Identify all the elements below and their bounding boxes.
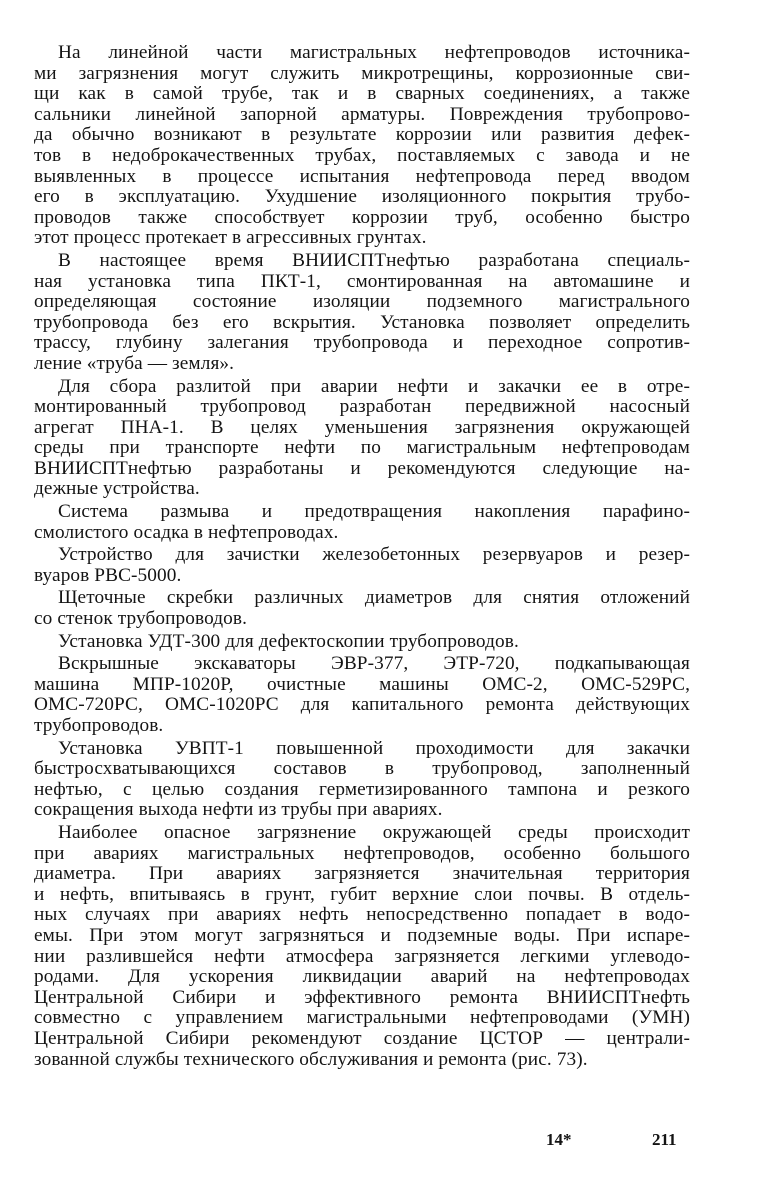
- text-line: ВНИИСПТнефтью разработаны и рекомендуются следующие на-: [34, 457, 690, 479]
- text-line: Для сбора разлитой при аварии нефти и закачки ее в отре-: [58, 375, 690, 397]
- text-line: Наиболее опасное загрязнение окружающей среды происходит: [58, 821, 690, 843]
- text-line: Установка УДТ-300 для дефектоскопии трубопроводов.: [58, 630, 519, 652]
- text-line: вуаров РВС-5000.: [34, 564, 182, 586]
- text-line: ОМС-720РС, ОМС-1020РС для капитального ремонта действующих: [34, 694, 690, 716]
- paragraph: [34, 739, 690, 821]
- paragraph: [34, 588, 690, 629]
- text-line: Центральной Сибири и эффективного ремонта ВНИИСПТнефть: [34, 986, 690, 1008]
- text-line: определяющая состояние изоляции подземного магистрального: [34, 291, 690, 313]
- text-line: смолистого осадка в нефтепроводах.: [34, 521, 339, 543]
- text-line: со стенок трубопроводов.: [34, 608, 248, 630]
- text-line: зованной службы технического обслуживания и ремонта (рис. 73).: [34, 1048, 588, 1070]
- text-line: дежные устройства.: [34, 478, 200, 500]
- text-line: На линейной части магистральных нефтепроводов источника-: [58, 42, 690, 63]
- paragraph: [34, 377, 690, 501]
- page-number: 211: [652, 1130, 677, 1149]
- text-line: сокращения выхода нефти из трубы при авариях.: [34, 799, 443, 821]
- text-line: сальники линейной запорной арматуры. Повреждения трубопрово-: [34, 103, 690, 125]
- text-line: Устройство для зачистки железобетонных резервуаров и резер-: [58, 544, 690, 566]
- text-line: ление «труба — земля».: [34, 352, 235, 374]
- text-line: Щеточные скребки различных диаметров для снятия отложений: [58, 587, 690, 609]
- paragraph: [34, 654, 690, 736]
- signature-mark: 14*: [546, 1130, 572, 1149]
- text-line: выявленных в процессе испытания нефтепровода перед вводом: [34, 165, 690, 187]
- text-line: щи как в самой трубе, так и в сварных соединениях, а также: [34, 83, 690, 105]
- text-line: и нефть, впитываясь в грунт, губит верхние слои почвы. В отдель-: [34, 883, 690, 905]
- text-line: машина МПР-1020Р, очистные машины ОМС-2, ОМС-529РС,: [34, 673, 690, 695]
- text-line: Центральной Сибири рекомендуют создание ЦСТОР — централи-: [34, 1027, 690, 1049]
- text-line: его в эксплуатацию. Ухудшение изоляционного покрытия трубо-: [34, 186, 690, 208]
- text-line: ми загрязнения могут служить микротрещины, коррозионные сви-: [34, 62, 690, 84]
- paragraph: [34, 502, 690, 543]
- text-line: нии разлившейся нефти атмосфера загрязняется легкими углеводо-: [34, 945, 690, 967]
- body-text: [34, 43, 690, 1072]
- text-line: этот процесс протекает в агрессивных грунтах.: [34, 227, 427, 249]
- text-line: да обычно возникают в результате коррозии или развития дефек-: [34, 124, 690, 146]
- text-line: ная установка типа ПКТ-1, смонтированная на автомашине и: [34, 270, 690, 292]
- text-line: быстросхватывающихся составов в трубопровод, заполненный: [34, 758, 690, 780]
- text-line: нефтью, с целью создания герметизированного тампона и резкого: [34, 778, 690, 800]
- text-line: диаметра. При авариях загрязняется значительная территория: [34, 863, 690, 885]
- text-line: при авариях магистральных нефтепроводов, особенно большого: [34, 842, 690, 864]
- paragraph: [34, 43, 690, 249]
- text-line: среды при транспорте нефти по магистральным нефтепроводам: [34, 437, 690, 459]
- paragraph: [34, 251, 690, 375]
- paragraph: [34, 823, 690, 1070]
- text-line: емы. При этом могут загрязняться и подземные воды. При испаре-: [34, 924, 690, 946]
- text-line: Вскрышные экскаваторы ЭВР-377, ЭТР-720, подкапывающая: [58, 653, 690, 675]
- text-line: тов в недоброкачественных трубах, поставляемых с завода и не: [34, 144, 690, 166]
- paragraph: [34, 545, 690, 586]
- text-line: Система размыва и предотвращения накопления парафино-: [58, 501, 690, 523]
- text-line: В настоящее время ВНИИСПТнефтью разработана специаль-: [58, 249, 690, 271]
- text-line: агрегат ПНА-1. В целях уменьшения загрязнения окружающей: [34, 416, 690, 438]
- text-line: Установка УВПТ-1 повышенной проходимости для закачки: [58, 737, 690, 759]
- text-line: родами. Для ускорения ликвидации аварий на нефтепроводах: [34, 966, 690, 988]
- text-line: ных случаях при авариях нефть непосредственно попадает в водо-: [34, 904, 690, 926]
- text-line: проводов также способствует коррозии труб, особенно быстро: [34, 206, 690, 228]
- text-line: совместно с управлением магистральными нефтепроводами (УМН): [34, 1007, 690, 1029]
- paragraph: [34, 632, 690, 653]
- text-line: трубопровода без его вскрытия. Установка позволяет определить: [34, 311, 690, 333]
- text-line: трубопроводов.: [34, 715, 164, 736]
- text-line: трассу, глубину залегания трубопровода и переходное сопротив-: [34, 332, 690, 354]
- text-line: монтированный трубопровод разработан передвижной насосный: [34, 396, 690, 418]
